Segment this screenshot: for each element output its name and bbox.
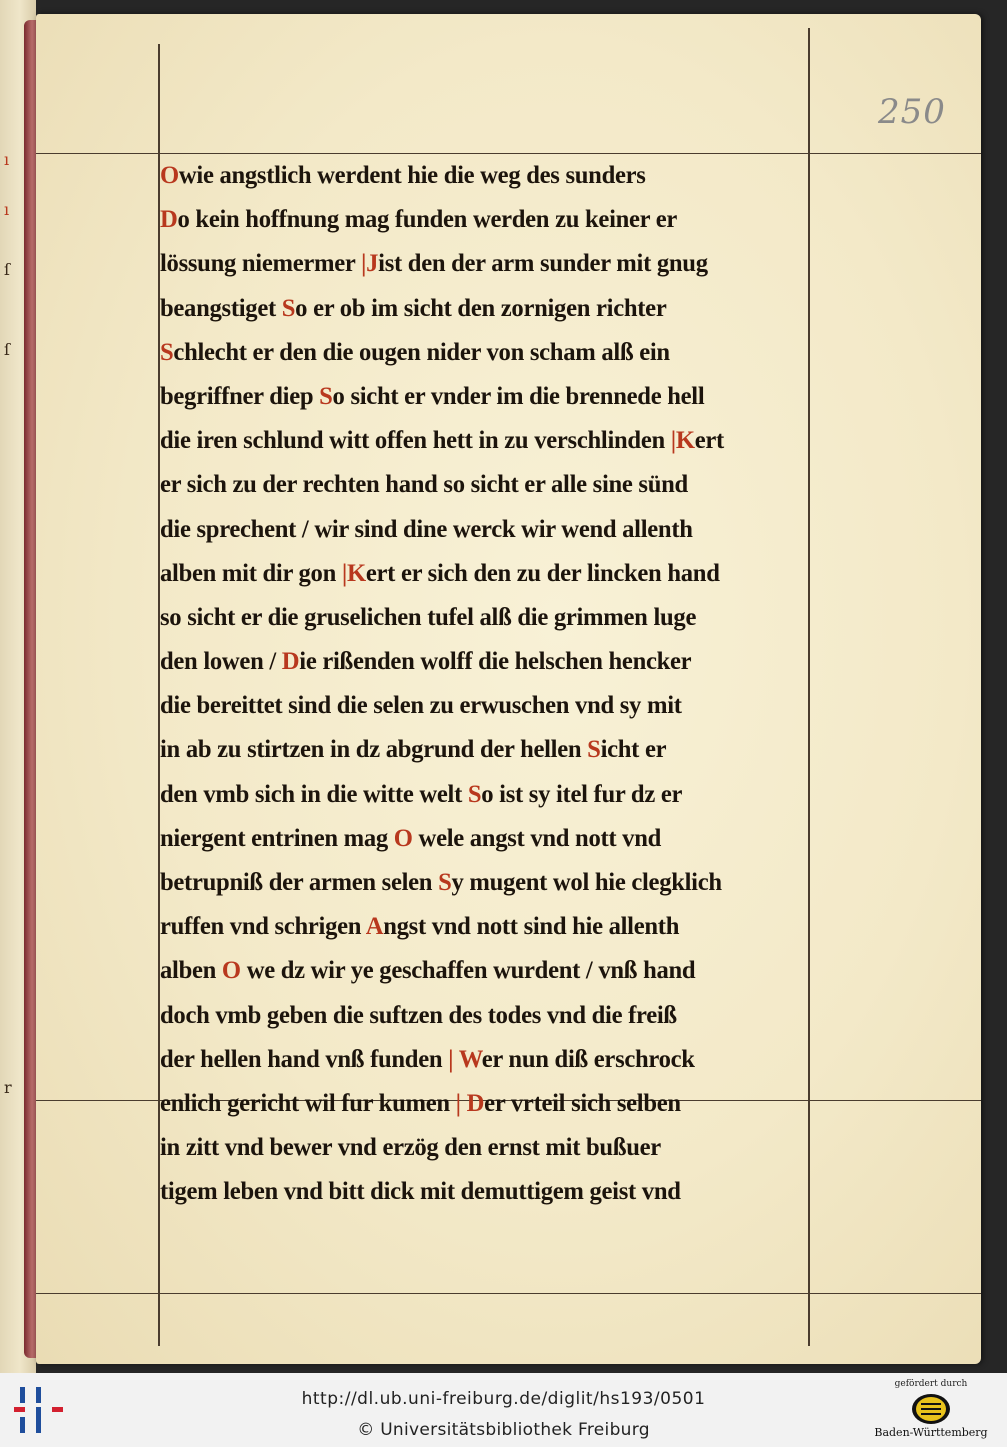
manuscript-line	[160, 994, 840, 1038]
line-text: betrupniß der armen selen	[160, 869, 439, 896]
line-text: wele angst vnd nott vnd	[412, 824, 662, 852]
manuscript-line	[160, 1170, 840, 1214]
manuscript-line	[160, 1126, 840, 1170]
line-text: ert er sich den zu der lincken hand	[365, 559, 720, 587]
line-text: o er ob im sicht den zornigen richter	[295, 294, 667, 322]
manuscript-line	[160, 1038, 840, 1082]
rubricated-initial: S	[438, 869, 452, 896]
ink-mark: r	[4, 1078, 12, 1097]
ink-mark: ſ	[4, 260, 10, 279]
line-text: we dz wir ye geschaffen wurdent / vnß hand	[240, 957, 696, 985]
manuscript-line	[160, 198, 840, 242]
line-text: wie angstlich werdent hie die weg des sunders	[178, 162, 646, 189]
manuscript-text	[160, 154, 850, 1215]
rubricated-initial: |K	[670, 427, 695, 455]
line-text: enlich gericht wil fur kumen	[160, 1089, 456, 1117]
line-text: ie rißenden wolff die helschen hencker	[299, 648, 692, 676]
sponsor-block	[868, 1379, 994, 1445]
manuscript-line	[160, 552, 840, 596]
line-text: tigem leben vnd bitt dick mit demuttigem geist vnd	[160, 1178, 681, 1206]
line-text: o sicht er vnder im die brennede hell	[332, 382, 705, 410]
line-text: o ist sy itel fur dz er	[481, 780, 683, 808]
manuscript-line	[160, 1082, 840, 1126]
document-url[interactable]: http://dl.ub.uni-freiburg.de/diglit/hs193/0501	[301, 1389, 706, 1409]
line-text: ist den der arm sunder mit gnug	[378, 250, 708, 278]
line-text: die iren schlund witt offen hett in zu verschlinden	[160, 427, 671, 455]
line-text: ruffen vnd schrigen	[160, 913, 366, 941]
line-text: er nun diß erschrock	[481, 1045, 695, 1073]
line-text: beangstiget	[160, 294, 282, 322]
ruling-line	[36, 1293, 981, 1294]
rubricated-initial: O	[160, 162, 179, 189]
rubricated-initial: O	[393, 824, 413, 852]
line-text: so sicht er die gruselichen tufel alß die grimmen luge	[160, 603, 697, 631]
rubric-mark: ı	[4, 150, 10, 169]
manuscript-line	[160, 773, 840, 817]
manuscript-line	[160, 287, 840, 331]
line-text: ert	[694, 427, 724, 455]
manuscript-line	[160, 949, 840, 993]
line-text: der hellen hand vnß funden	[160, 1045, 449, 1073]
line-text: doch vmb geben die suftzen des todes vnd die freiß	[160, 1001, 677, 1029]
line-text: die sprechent / wir sind dine werck wir wend allenth	[160, 515, 693, 543]
rubricated-initial: S	[587, 736, 601, 764]
sponsor-label: gefördert durch	[894, 1379, 968, 1389]
rubric-mark: ı	[4, 200, 10, 219]
rubricated-initial: S	[319, 382, 333, 410]
line-text: niergent entrinen mag	[160, 824, 394, 852]
line-text: chlecht er den die ougen nider von scham alß ein	[173, 338, 670, 366]
rubricated-initial: | W	[448, 1045, 482, 1073]
rubricated-initial: S	[467, 780, 482, 808]
manuscript-line	[160, 463, 840, 507]
sponsor-name: Baden-Württemberg	[874, 1426, 988, 1439]
manuscript-line	[160, 508, 840, 552]
manuscript-line	[160, 817, 840, 861]
line-text: die bereittet sind die selen zu erwuschen vnd sy mit	[160, 692, 682, 720]
folio-number: 250	[878, 92, 946, 132]
manuscript-line	[160, 684, 840, 728]
rubricated-initial: A	[365, 913, 384, 941]
line-text: y mugent wol hie clegklich	[451, 869, 722, 896]
manuscript-line	[160, 861, 840, 905]
line-text: in ab zu stirtzen in dz abgrund der hellen	[160, 736, 588, 764]
line-text: alben mit dir gon	[160, 559, 342, 587]
line-text: er sich zu der rechten hand so sicht er alle sine sünd	[160, 471, 688, 499]
line-text: den vmb sich in die witte welt	[160, 780, 468, 808]
line-text: den lowen /	[160, 648, 282, 676]
state-coat-of-arms-icon	[911, 1393, 951, 1425]
line-text: begriffner diep	[160, 382, 320, 410]
rubricated-initial: S	[160, 338, 174, 366]
manuscript-line	[160, 728, 840, 772]
manuscript-line	[160, 154, 840, 198]
manuscript-line	[160, 242, 840, 286]
rubricated-initial: O	[221, 957, 241, 985]
line-text: icht er	[600, 736, 667, 764]
line-text: o kein hoffnung mag funden werden zu keiner er	[177, 206, 678, 234]
line-text: alben	[160, 957, 222, 985]
rubricated-initial: | D	[455, 1089, 485, 1117]
line-text: in zitt vnd bewer vnd erzög den ernst mit bußuer	[160, 1134, 661, 1162]
manuscript-line	[160, 596, 840, 640]
ink-mark: ſ	[4, 340, 10, 359]
rubricated-initial: D	[160, 206, 178, 234]
manuscript-line	[160, 375, 840, 419]
manuscript-line	[160, 905, 840, 949]
line-text: ngst vnd nott sind hie allenth	[383, 913, 680, 941]
rubricated-initial: |J	[360, 250, 379, 278]
rubricated-initial: S	[281, 294, 296, 322]
manuscript-line	[160, 331, 840, 375]
line-text: lössung niemermer	[160, 250, 361, 278]
manuscript-line	[160, 419, 840, 463]
footer-bar	[0, 1373, 1007, 1447]
line-text: er vrteil sich selben	[484, 1089, 681, 1117]
manuscript-line	[160, 640, 840, 684]
rubricated-initial: |K	[341, 559, 366, 587]
rubricated-initial: D	[281, 648, 300, 676]
copyright-notice: © Universitätsbibliothek Freiburg	[357, 1420, 650, 1440]
